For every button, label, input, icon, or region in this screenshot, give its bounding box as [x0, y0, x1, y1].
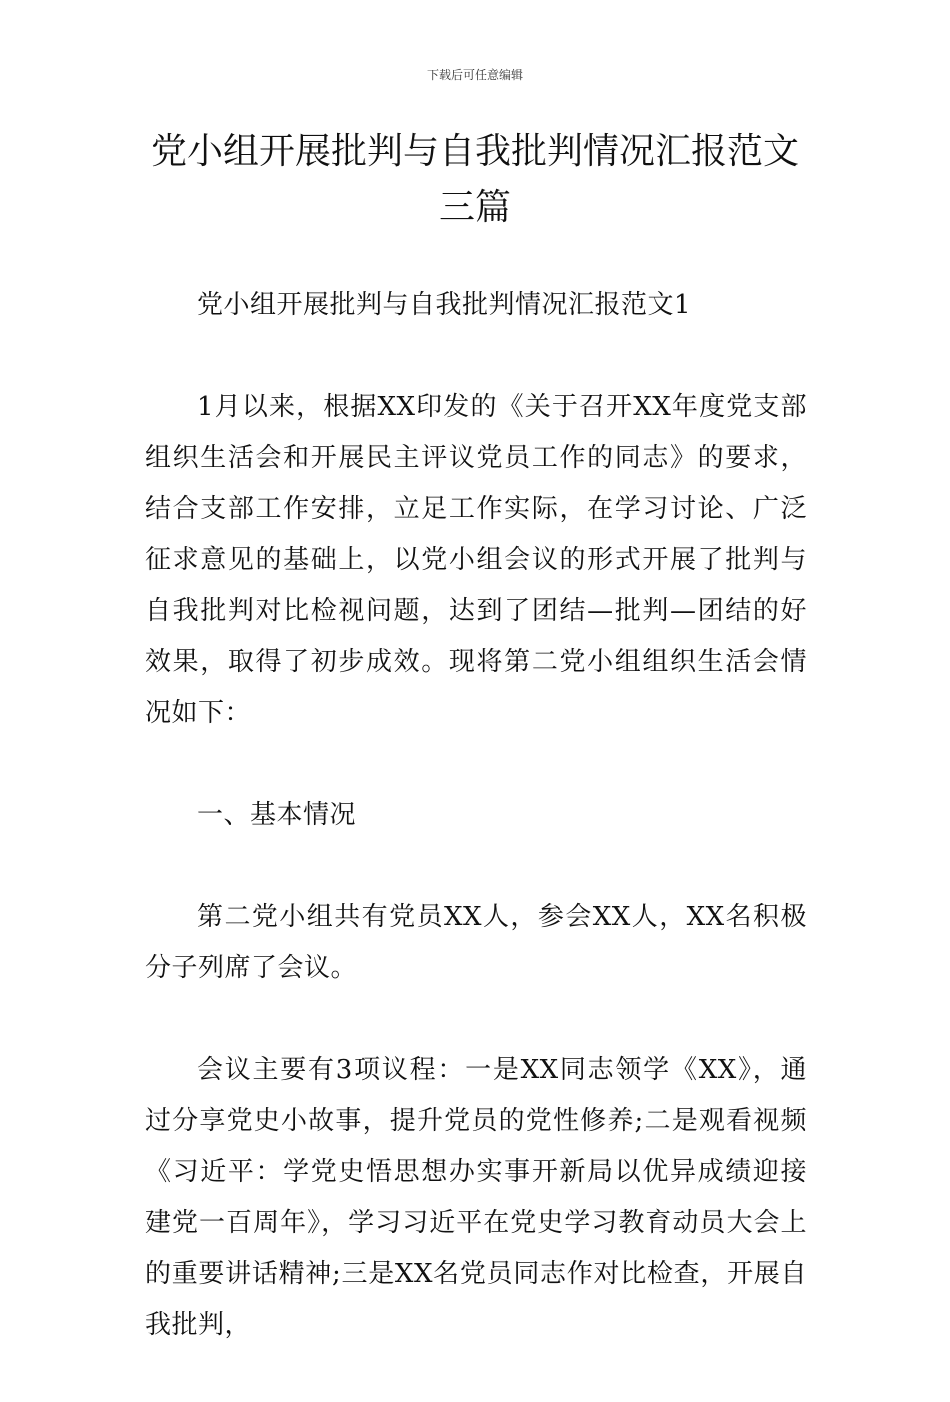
paragraph-intro: 1月以来，根据XX印发的《关于召开XX年度党支部组织生活会和开展民主评议党员工作的同志》的要求，结合支部工作安排，立足工作实际，在学习讨论、广泛征求意见的基础上，以党小组会议的形式开展了批判与自我批判对比检视问题，达到了团结—批判—团结的好效果，取得了初步成效。现将第二党小组组织生活会情况如下： — [145, 392, 807, 728]
document-body — [145, 280, 807, 1402]
paragraph-members: 第二党小组共有党员XX人，参会XX人，XX名积极分子列席了会议。 — [145, 902, 807, 983]
section-heading-1: 党小组开展批判与自我批判情况汇报范文1 — [197, 290, 692, 320]
section-heading-basic: 一、基本情况 — [197, 800, 357, 830]
header-note: 下载后可任意编辑 — [426, 68, 523, 82]
document-title: 党小组开展批判与自我批判情况汇报范文三篇 — [150, 131, 799, 228]
paragraph-agenda: 会议主要有3项议程：一是XX同志领学《XX》，通过分享党史小故事，提升党员的党性修养;二是观看视频《习近平：学党史悟思想办实事开新局以优异成绩迎接建党一百周年》，学习习近平在党史学习教育动员大会上的重要讲话精神;三是XX名党员同志作对比检查，开展自我批判， — [145, 1055, 807, 1340]
